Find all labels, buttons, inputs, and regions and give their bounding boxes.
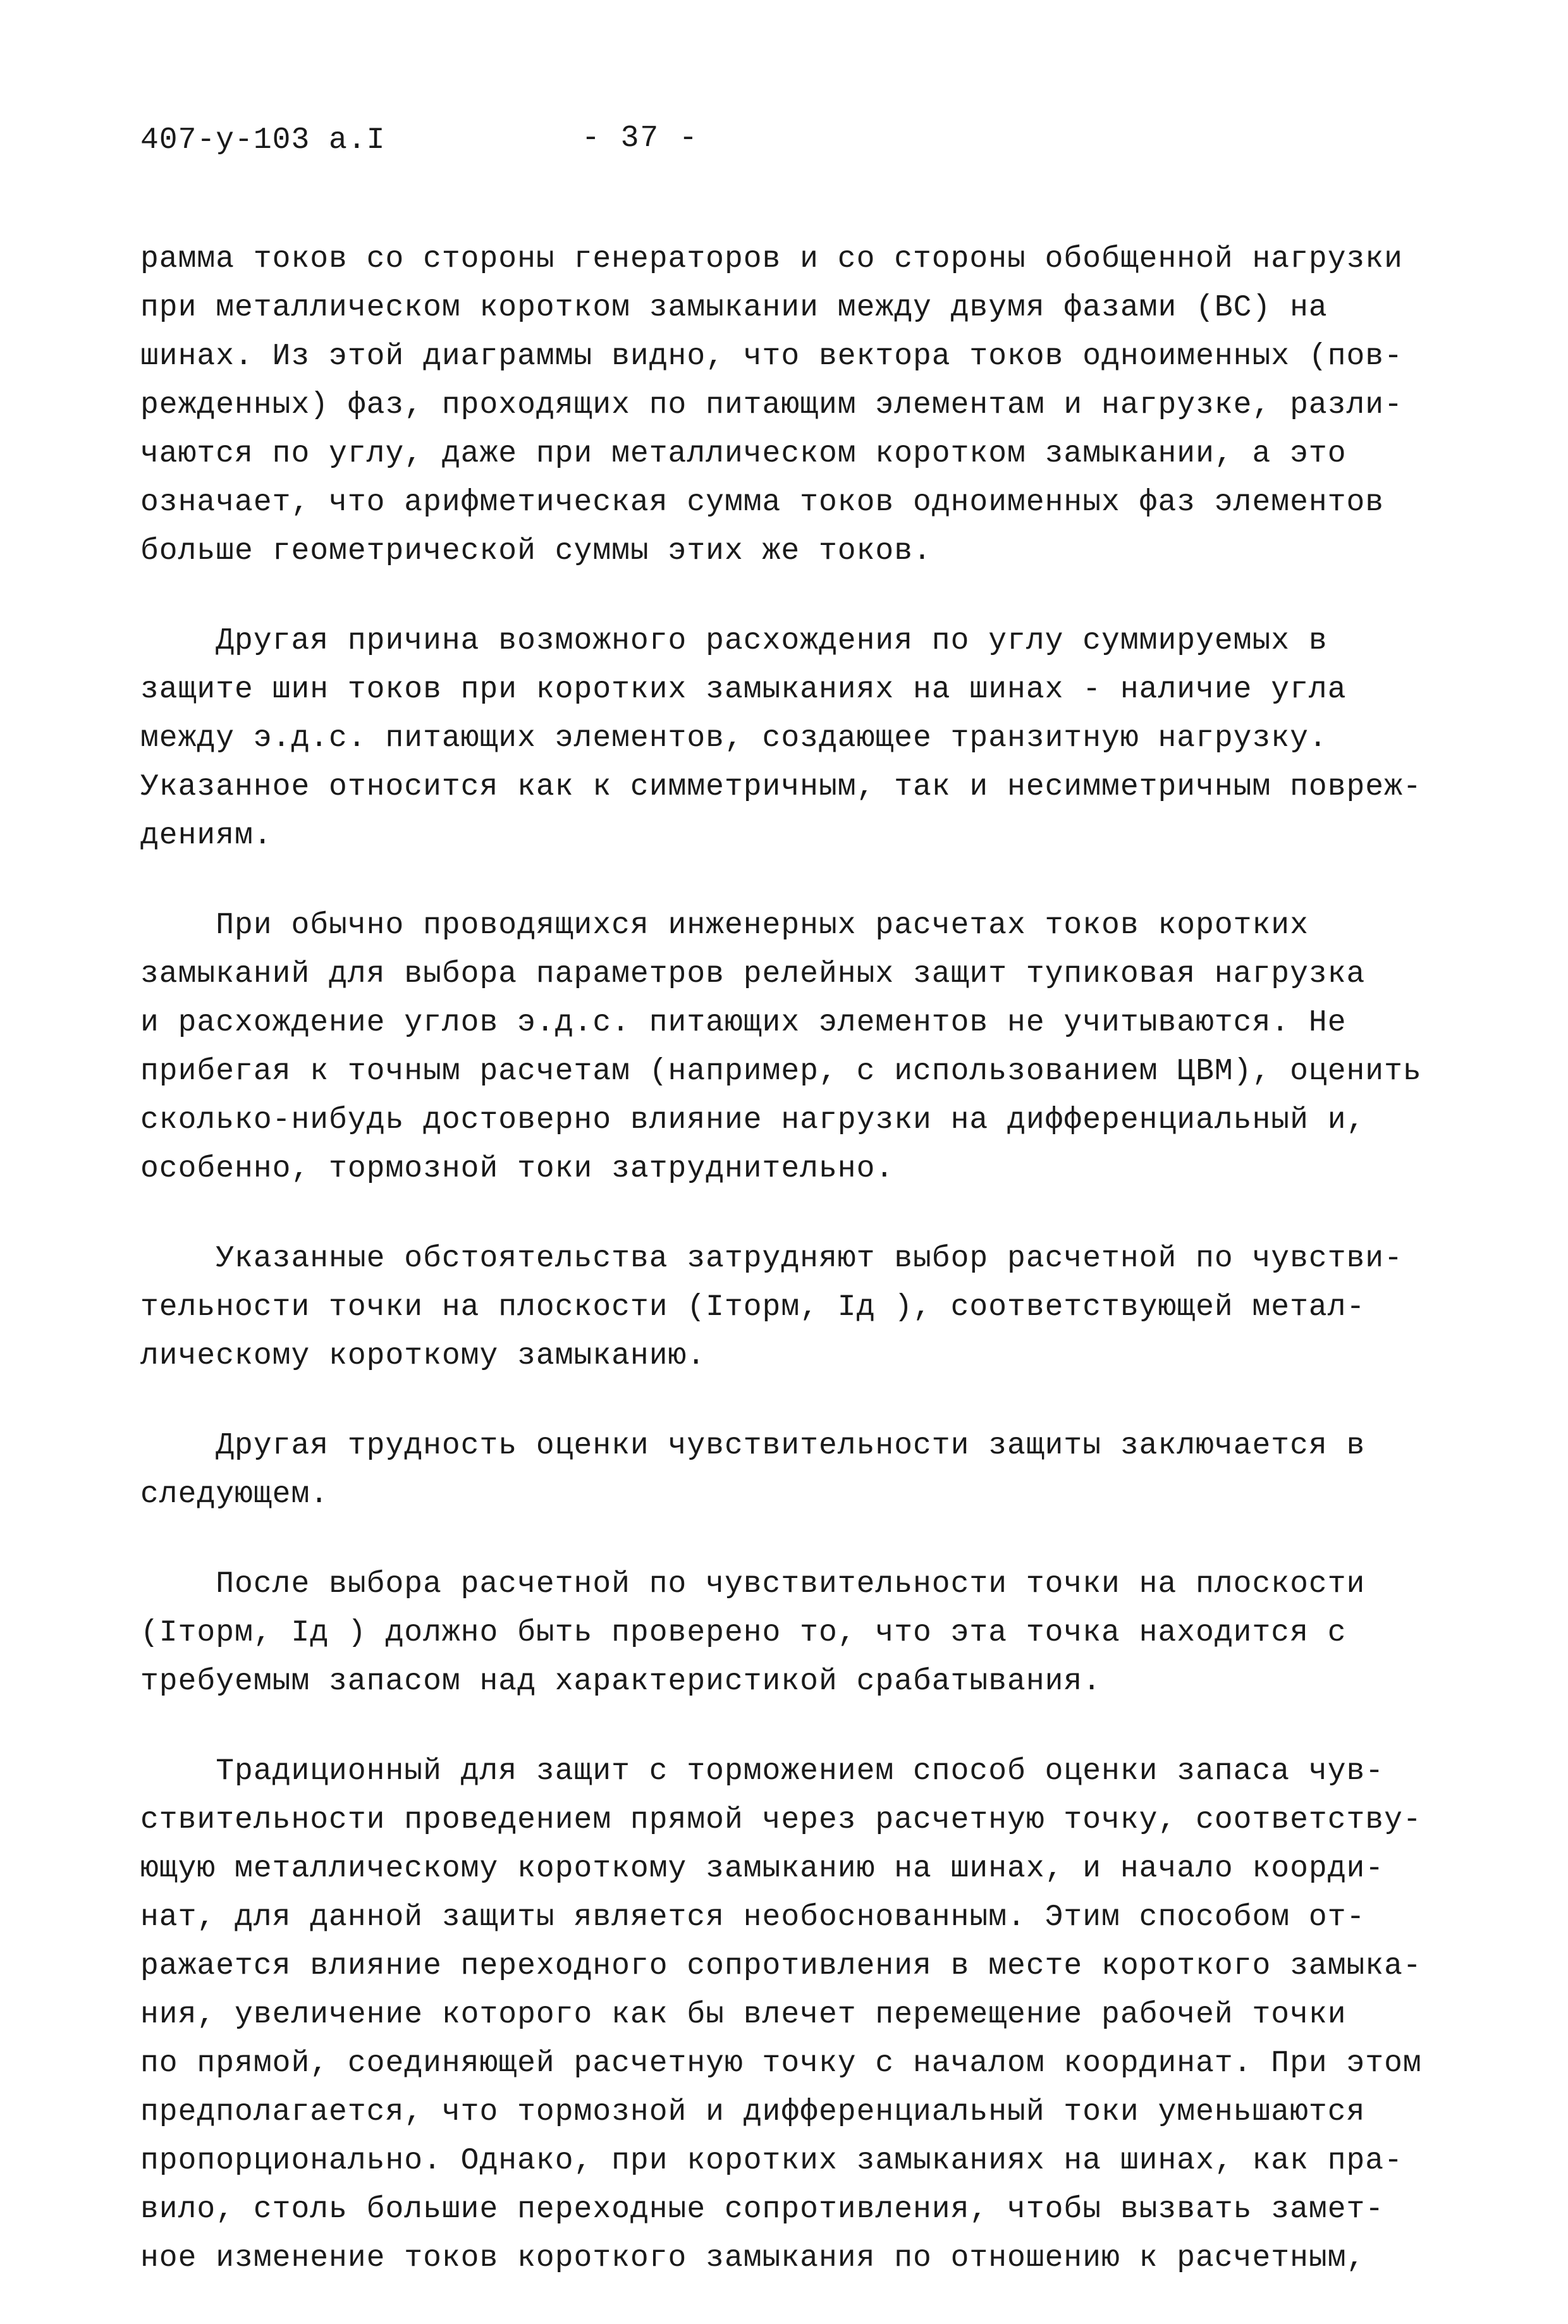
text-line: замыканий для выбора параметров релейных защит тупиковая нагрузка bbox=[140, 957, 1366, 991]
text-line: Традиционный для защит с торможением способ оценки запаса чув- bbox=[140, 1754, 1385, 1789]
paragraph-6 bbox=[140, 1560, 1443, 1706]
text-line: нат, для данной защиты является необоснованным. Этим способом от- bbox=[140, 1900, 1366, 1935]
page-number: - 37 - bbox=[582, 121, 699, 156]
text-line: ния, увеличение которого как бы влечет перемещение рабочей точки bbox=[140, 1998, 1347, 2032]
text-line: ющую металлическому короткому замыканию на шинах, и начало коорди- bbox=[140, 1852, 1385, 1886]
text-line: Указанные обстоятельства затрудняют выбор расчетной по чувстви- bbox=[140, 1242, 1403, 1276]
document-code: 407-у-103 а.I bbox=[140, 123, 386, 157]
text-line: следующем. bbox=[140, 1477, 329, 1512]
text-line: При обычно проводящихся инженерных расчетах токов коротких bbox=[140, 908, 1309, 943]
text-line: Другая причина возможного расхождения по углу суммируемых в bbox=[140, 624, 1328, 658]
text-line: (Iторм, Iд ) должно быть проверено то, что эта точка находится с bbox=[140, 1616, 1347, 1650]
text-line: режденных) фаз, проходящих по питающим элементам и нагрузке, разли- bbox=[140, 388, 1403, 422]
text-line: После выбора расчетной по чувствительности точки на плоскости bbox=[140, 1567, 1366, 1601]
text-line: больше геометрической суммы этих же токов. bbox=[140, 534, 932, 568]
paragraph-3 bbox=[140, 902, 1443, 1194]
text-line: сколько-нибудь достоверно влияние нагрузки на дифференциальный и, bbox=[140, 1103, 1366, 1137]
text-line: Указанное относится как к симметричным, так и несимметричным повреж- bbox=[140, 770, 1422, 804]
text-line: рамма токов со стороны генераторов и со стороны обобщенной нагрузки bbox=[140, 242, 1403, 276]
text-line: особенно, тормозной токи затруднительно. bbox=[140, 1152, 895, 1186]
paragraph-2 bbox=[140, 617, 1443, 860]
text-line: прибегая к точным расчетам (например, с использованием ЦВМ), оценить bbox=[140, 1055, 1422, 1089]
paragraph-4 bbox=[140, 1235, 1443, 1381]
text-line: означает, что арифметическая сумма токов одноименных фаз элементов bbox=[140, 486, 1385, 520]
paragraph-1 bbox=[140, 235, 1443, 576]
body-text bbox=[140, 235, 1443, 2324]
text-line: между э.д.с. питающих элементов, создающее транзитную нагрузку. bbox=[140, 721, 1328, 755]
text-line: дениям. bbox=[140, 819, 273, 853]
text-line: требуемым запасом над характеристикой срабатывания. bbox=[140, 1665, 1102, 1699]
text-line: ражается влияние переходного сопротивления в месте короткого замыка- bbox=[140, 1949, 1422, 1983]
text-line: ствительности проведением прямой через расчетную точку, соответству- bbox=[140, 1803, 1422, 1837]
text-line: по прямой, соединяющей расчетную точку с началом координат. При этом bbox=[140, 2046, 1422, 2081]
text-line: при металлическом коротком замыкании между двумя фазами (ВС) на bbox=[140, 291, 1328, 325]
text-line: защите шин токов при коротких замыканиях на шинах - наличие угла bbox=[140, 673, 1347, 707]
text-line: пропорционально. Однако, при коротких замыканиях на шинах, как пра- bbox=[140, 2144, 1403, 2178]
text-line: шинах. Из этой диаграммы видно, что вектора токов одноименных (пов- bbox=[140, 339, 1403, 374]
text-line: чаются по углу, даже при металлическом коротком замыкании, а это bbox=[140, 437, 1347, 471]
text-line: и расхождение углов э.д.с. питающих элементов не учитываются. Не bbox=[140, 1006, 1347, 1040]
paragraph-5 bbox=[140, 1422, 1443, 1519]
text-line: вило, столь большие переходные сопротивления, чтобы вызвать замет- bbox=[140, 2193, 1385, 2227]
paragraph-7 bbox=[140, 1747, 1443, 2283]
text-line: ное изменение токов короткого замыкания по отношению к расчетным, bbox=[140, 2241, 1366, 2275]
text-line: Другая трудность оценки чувствительности защиты заключается в bbox=[140, 1429, 1366, 1463]
text-line: тельности точки на плоскости (Iторм, Iд ), соответствующей метал- bbox=[140, 1290, 1366, 1324]
text-line: лическому короткому замыканию. bbox=[140, 1339, 706, 1373]
text-line: предполагается, что тормозной и дифференциальный токи уменьшаются bbox=[140, 2095, 1366, 2129]
